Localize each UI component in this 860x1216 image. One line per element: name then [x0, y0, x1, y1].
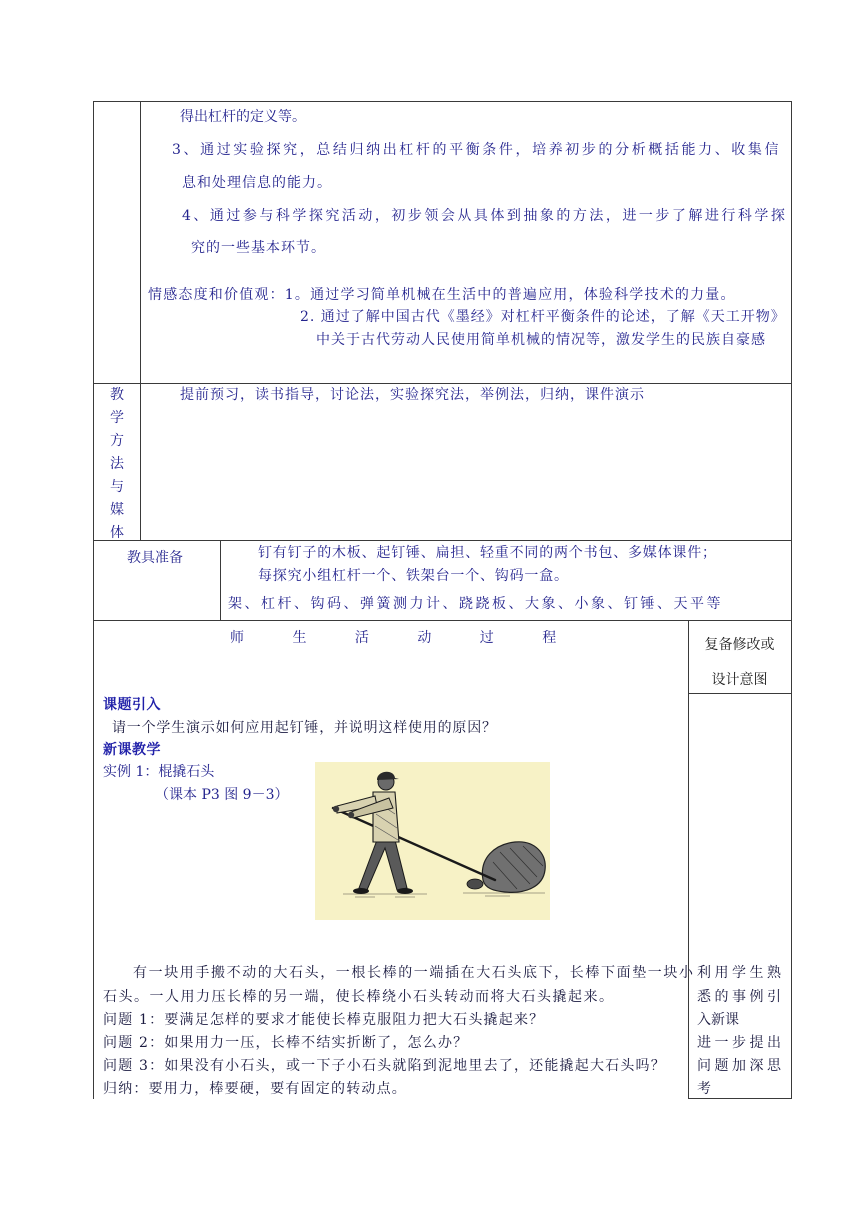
row-divider-methods: [93, 540, 792, 541]
tools-line: 架、杠杆、钩码、弹簧测力计、跷跷板、大象、小象、钉锤、天平等: [228, 596, 723, 612]
methods-label: 教学方法与媒体: [110, 387, 124, 541]
objective-line: 息和处理信息的能力。: [182, 175, 332, 191]
lesson-heading: 新课教学: [103, 742, 161, 758]
side-header-line: 设计意图: [711, 672, 768, 688]
example-reference: （课本 P3 图 9－3）: [155, 787, 289, 803]
side-note-line: 考: [697, 1081, 711, 1097]
intro-text: 请一个学生演示如何应用起钉锤，并说明这样使用的原因？: [112, 720, 497, 736]
example-title: 实例 1：棍撬石头: [103, 764, 215, 780]
side-column-divider: [688, 620, 689, 1099]
side-note-line: 问题加深思: [697, 1058, 785, 1074]
objective-line: 4、通过参与科学探究活动，初步领会从具体到抽象的方法，进一步了解进行科学探: [182, 208, 788, 224]
row-divider-objectives: [93, 383, 792, 384]
side-note-line: 入新课: [697, 1012, 739, 1028]
side-header-line: 复备修改或: [704, 637, 775, 653]
side-note-line: 利用学生熟: [697, 965, 785, 981]
objective-line: 得出杠杆的定义等。: [180, 109, 306, 125]
side-note-line: 悉的事例引: [697, 989, 785, 1005]
methods-text: 提前预习，读书指导，讨论法，实验探究法，举例法，归纳，课件演示: [180, 387, 645, 403]
table-border-top: [93, 101, 792, 102]
table-border-right: [791, 101, 792, 1099]
question-line: 问题 1：要满足怎样的要求才能使长棒克服阻力把大石头撬起来？: [103, 1012, 545, 1028]
side-note-line: 进一步提出: [697, 1035, 785, 1051]
objective-line: 究的一些基本环节。: [191, 240, 326, 256]
table-border-left: [93, 101, 94, 1099]
body-line: 有一块用手搬不动的大石头，一根长棒的一端插在大石头底下，长棒下面垫一块小: [133, 965, 695, 981]
question-line: 问题 3：如果没有小石头，或一下子小石头就陷到泥地里去了，还能撬起大石头吗？: [103, 1058, 666, 1074]
intro-heading: 课题引入: [103, 697, 161, 713]
summary-line: 归纳：要用力，棒要硬，要有固定的转动点。: [103, 1081, 407, 1097]
side-header-divider: [688, 693, 792, 694]
tools-label-divider: [220, 540, 221, 620]
question-line: 问题 2：如果用力一压，长棒不结实折断了，怎么办？: [103, 1035, 469, 1051]
tools-label: 教具准备: [127, 550, 183, 566]
tools-line: 钉有钉子的木板、起钉锤、扁担、轻重不同的两个书包、多媒体课件；: [258, 545, 717, 561]
body-line: 石头。一人用力压长棒的另一端，使长棒绕小石头转动而将大石头撬起来。: [103, 989, 615, 1005]
values-line: 中关于古代劳动人民使用简单机械的情况等，激发学生的民族自豪感: [316, 332, 766, 348]
label-column-divider: [140, 101, 141, 541]
values-line: 情感态度和价值观：1。通过学习简单机械在生活中的普遍应用，体验科学技术的力量。: [148, 287, 736, 303]
tools-line: 每探究小组杠杆一个、铁架台一个、钩码一盒。: [258, 568, 569, 584]
man-prying-rock-illustration: [315, 762, 550, 920]
values-line: 2. 通过了解中国古代《墨经》对杠杆平衡条件的论述，了解《天工开物》: [300, 309, 786, 325]
process-header: 师 生 活 动 过 程: [230, 630, 579, 646]
objective-line: 3、通过实验探究，总结归纳出杠杆的平衡条件，培养初步的分析概括能力、收集信: [172, 142, 782, 158]
